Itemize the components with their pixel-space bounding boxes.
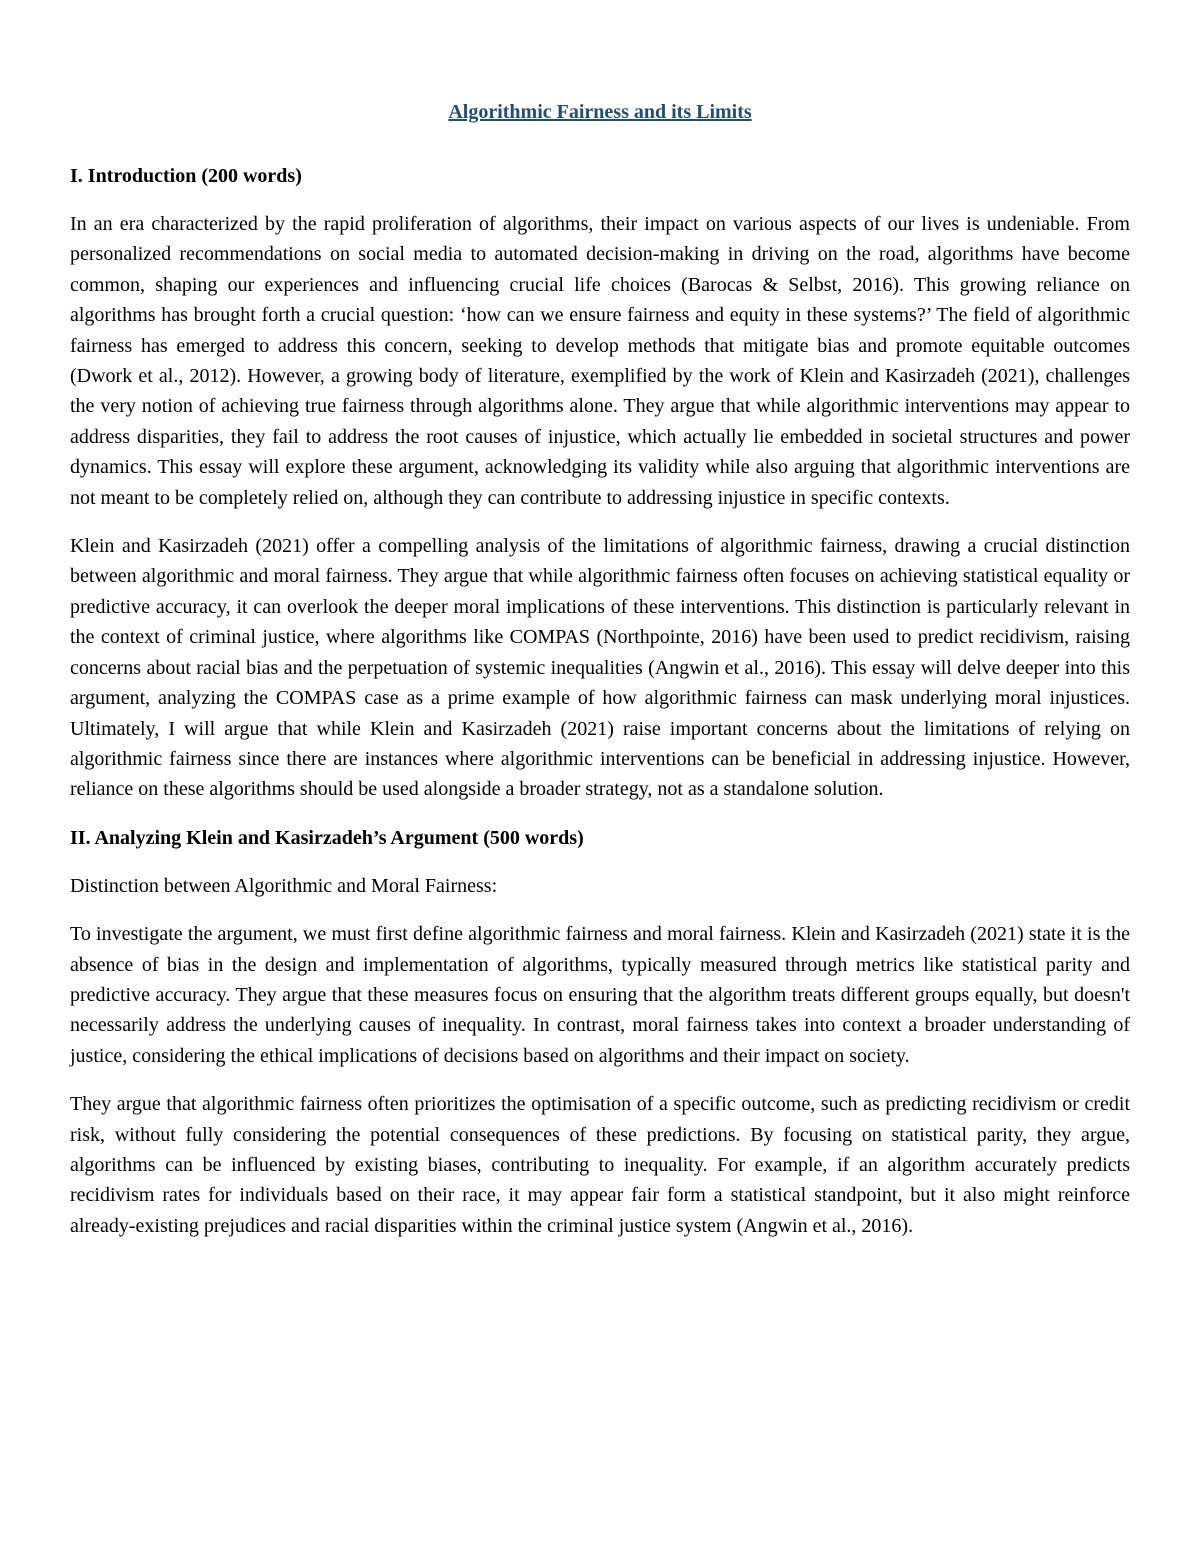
paragraph: Klein and Kasirzadeh (2021) offer a compelling analysis of the limitations of algorithmic fairness, drawing a crucial distinction between algorithmic and moral fairness. They argue that while algorithmic fairness often focuses on achieving statistical equality or predictive accuracy, it can overlook the deeper moral implications of these interventions. This distinction is particularly relevant in the context of criminal justice, where algorithms like COMPAS (Northpointe, 2016) have been used to predict recidivism, raising concerns about racial bias and the perpetuation of systemic inequalities (Angwin et al., 2016). This essay will delve deeper into this argument, analyzing the COMPAS case as a prime example of how algorithmic fairness can mask underlying moral injustices. Ultimately, I will argue that while Klein and Kasirzadeh (2021) raise important concerns about the limitations of relying on algorithmic fairness since there are instances where algorithmic interventions can be beneficial in addressing injustice. However, reliance on these algorithms should be used alongside a broader strategy, not as a standalone solution. xyxy=(70,535,1130,801)
paragraph: In an era characterized by the rapid proliferation of algorithms, their impact on various aspects of our lives is undeniable. From personalized recommendations on social media to automated decision-making in driving on the road, algorithms have become common, shaping our experiences and influencing crucial life choices (Barocas & Selbst, 2016). This growing reliance on algorithms has brought forth a crucial question: ‘how can we ensure fairness and equity in these systems?’ The field of algorithmic fairness has emerged to address this concern, seeking to develop methods that mitigate bias and promote equitable outcomes (Dwork et al., 2012). However, a growing body of literature, exemplified by the work of Klein and Kasirzadeh (2021), challenges the very notion of achieving true fairness through algorithms alone. They argue that while algorithmic interventions may appear to address disparities, they fail to address the root causes of injustice, which actually lie embedded in societal structures and power dynamics. This essay will explore these argument, acknowledging its validity while also arguing that algorithmic interventions are not meant to be completely relied on, although they can contribute to addressing injustice in specific contexts. xyxy=(70,213,1130,509)
paragraph: They argue that algorithmic fairness often prioritizes the optimisation of a specific outcome, such as predicting recidivism or credit risk, without fully considering the potential consequences of these predictions. By focusing on statistical parity, they argue, algorithms can be influenced by existing biases, contributing to inequality. For example, if an algorithm accurately predicts recidivism rates for individuals based on their race, it may appear fair form a statistical standpoint, but it also might reinforce already-existing prejudices and racial disparities within the criminal justice system (Angwin et al., 2016). xyxy=(70,1093,1130,1237)
document-title: Algorithmic Fairness and its Limits xyxy=(448,101,752,123)
paragraph: To investigate the argument, we must first define algorithmic fairness and moral fairness. Klein and Kasirzadeh (2021) state it is the absence of bias in the design and implementation of algorithms, typically measured through metrics like statistical parity and predictive accuracy. They argue that these measures focus on ensuring that the algorithm treats different groups equally, but doesn't necessarily address the underlying causes of inequality. In contrast, moral fairness takes into context a broader understanding of justice, considering the ethical implications of decisions based on algorithms and their impact on society. xyxy=(70,923,1130,1067)
section-heading-introduction: I. Introduction (200 words) xyxy=(70,165,302,187)
subheading: Distinction between Algorithmic and Moral Fairness: xyxy=(70,874,498,897)
document-page xyxy=(70,97,1130,1259)
section-heading-analysis: II. Analyzing Klein and Kasirzadeh’s Argument (500 words) xyxy=(70,826,584,849)
